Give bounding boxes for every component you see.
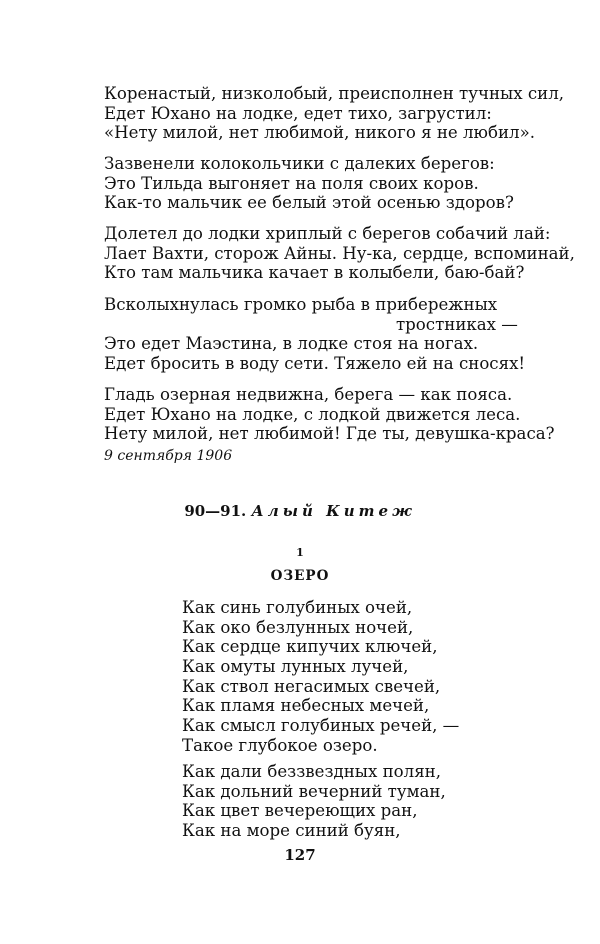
poem-line: Как дольний вечерний туман,: [182, 781, 446, 801]
poem-line: Кто там мальчика качает в колыбели, баю-бай?: [104, 263, 525, 283]
poem-line: Нету милой, нет любимой! Где ты, девушка-краса?: [104, 424, 555, 444]
part-number: 1: [296, 546, 304, 559]
poem1-stanza-4: [104, 295, 525, 374]
poem-line: Как синь голубиных очей,: [182, 598, 413, 617]
poem-line: Это Тильда выгоняет на поля своих коров.: [104, 173, 479, 193]
poem-line-continuation: тростниках —: [396, 314, 518, 334]
poem-line: Как дали беззвездных полян,: [182, 762, 442, 781]
poem-line: Зазвенели колокольчики с далеких берегов:: [104, 154, 495, 173]
poem-line: Как ствол негасимых свечей,: [182, 676, 441, 696]
poem-line: Как омуты лунных лучей,: [182, 657, 409, 677]
section-name: Алый Китеж: [251, 502, 416, 520]
page-number: 127: [284, 846, 316, 864]
poem-line: Лает Вахти, сторож Айны. Ну-ка, сердце, вспоминай,: [104, 243, 575, 263]
poem-line: Как око безлунных ночей,: [182, 617, 414, 637]
poem-line: Такое глубокое озеро.: [182, 735, 378, 755]
poem-line: Коренастый, низколобый, преисполнен тучных сил,: [104, 84, 565, 103]
poem1-stanza-3: [104, 224, 575, 283]
poem-line: Долетел до лодки хриплый с берегов собачий лай:: [104, 224, 551, 243]
section-number: 90—91.: [184, 502, 247, 520]
poem-line: Едет Юхано на лодке, с лодкой движется леса.: [104, 404, 521, 424]
poem-line: «Нету милой, нет любимой, никого я не любил».: [104, 123, 535, 143]
section-title: [0, 502, 600, 520]
poem-line: Как смысл голубиных речей, —: [182, 716, 460, 736]
poem2-stanza-2: [182, 762, 446, 841]
poem-line: Как цвет вечереющих ран,: [182, 801, 418, 821]
poem-line: Это едет Маэстина, в лодке стоя на ногах.: [104, 334, 479, 354]
poem-date: 9 сентября 1906: [104, 448, 233, 464]
part-title: ОЗЕРО: [270, 568, 330, 584]
poem-line: Едет Юхано на лодке, едет тихо, загрустил:: [104, 103, 492, 123]
poem1-stanza-2: [104, 154, 514, 213]
poem-line: Как-то мальчик ее белый этой осенью здоров?: [104, 193, 514, 213]
poem1-stanza-1: [104, 84, 564, 143]
poem-line: Как пламя небесных мечей,: [182, 696, 430, 716]
poem-line: Всколыхнулась громко рыба в прибережных: [104, 295, 498, 314]
poem1-stanza-5: [104, 385, 555, 444]
poem-line: Как сердце кипучих ключей,: [182, 637, 438, 657]
poem-line: Едет бросить в воду сети. Тяжело ей на сносях!: [104, 354, 526, 374]
poem-line: Как на море синий буян,: [182, 821, 401, 841]
poem2-stanza-1: [182, 598, 459, 756]
poem-line: Гладь озерная недвижна, берега — как пояса.: [104, 385, 513, 404]
